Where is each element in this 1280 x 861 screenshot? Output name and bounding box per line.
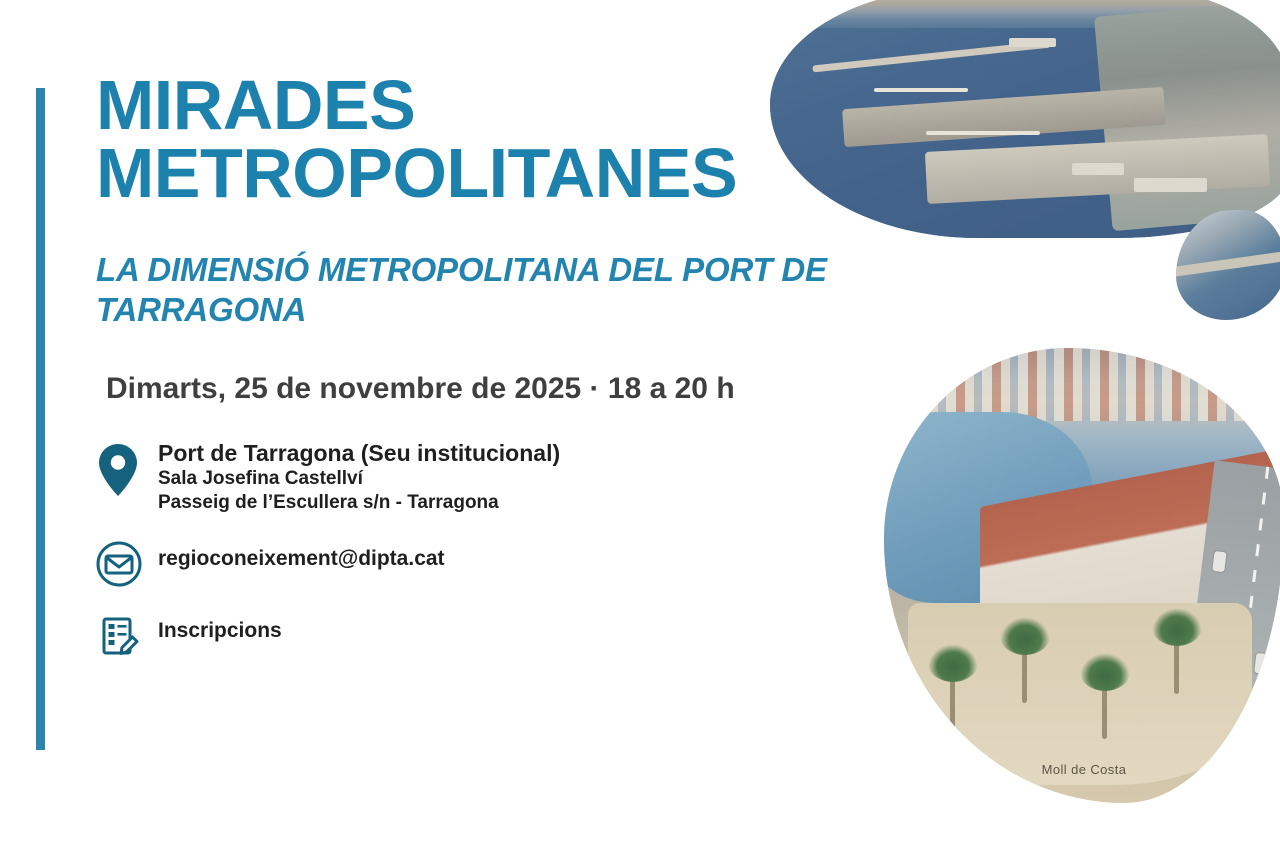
registration-label[interactable]: Inscripcions	[158, 618, 282, 642]
moll-de-costa-palm	[1148, 604, 1204, 694]
registration-row[interactable]	[96, 613, 976, 659]
moll-de-costa-palm	[996, 613, 1052, 703]
aerial-port-building	[1072, 163, 1124, 175]
venue-row	[96, 440, 976, 515]
contact-email[interactable]: regioconeixement@dipta.cat	[158, 546, 445, 570]
venue-address: Passeig de l’Escullera s/n - Tarragona	[158, 492, 499, 514]
event-details-list	[96, 440, 976, 659]
map-pin-icon	[96, 440, 158, 498]
page-title	[96, 66, 976, 212]
page-title-line-1: MIRADES	[96, 66, 416, 144]
photo-caption: Moll de Costa	[1041, 762, 1127, 777]
poster-content	[96, 66, 976, 685]
venue-room: Sala Josefina Castellví	[158, 468, 363, 490]
aerial-port-building	[1134, 178, 1207, 192]
form-pencil-icon	[96, 613, 158, 659]
event-date: Dimarts, 25 de novembre de 2025 · 18 a 20 h	[106, 372, 735, 406]
venue-text	[158, 440, 560, 515]
aerial-port-building	[1009, 38, 1056, 47]
coastline-photo-sliver	[1176, 210, 1280, 320]
accent-bar	[36, 88, 45, 750]
page-subtitle: LA DIMENSIÓ METROPOLITANA DEL PORT DE TARRAGONA	[96, 250, 827, 329]
page-title-line-2: METROPOLITANES	[96, 133, 738, 212]
moll-de-costa-palm	[1076, 649, 1132, 739]
moll-de-costa-car	[1212, 551, 1226, 572]
moll-de-costa-car	[1254, 653, 1268, 674]
venue-name: Port de Tarragona (Seu institucional)	[158, 440, 561, 467]
email-row	[96, 541, 976, 587]
envelope-icon	[96, 541, 158, 587]
